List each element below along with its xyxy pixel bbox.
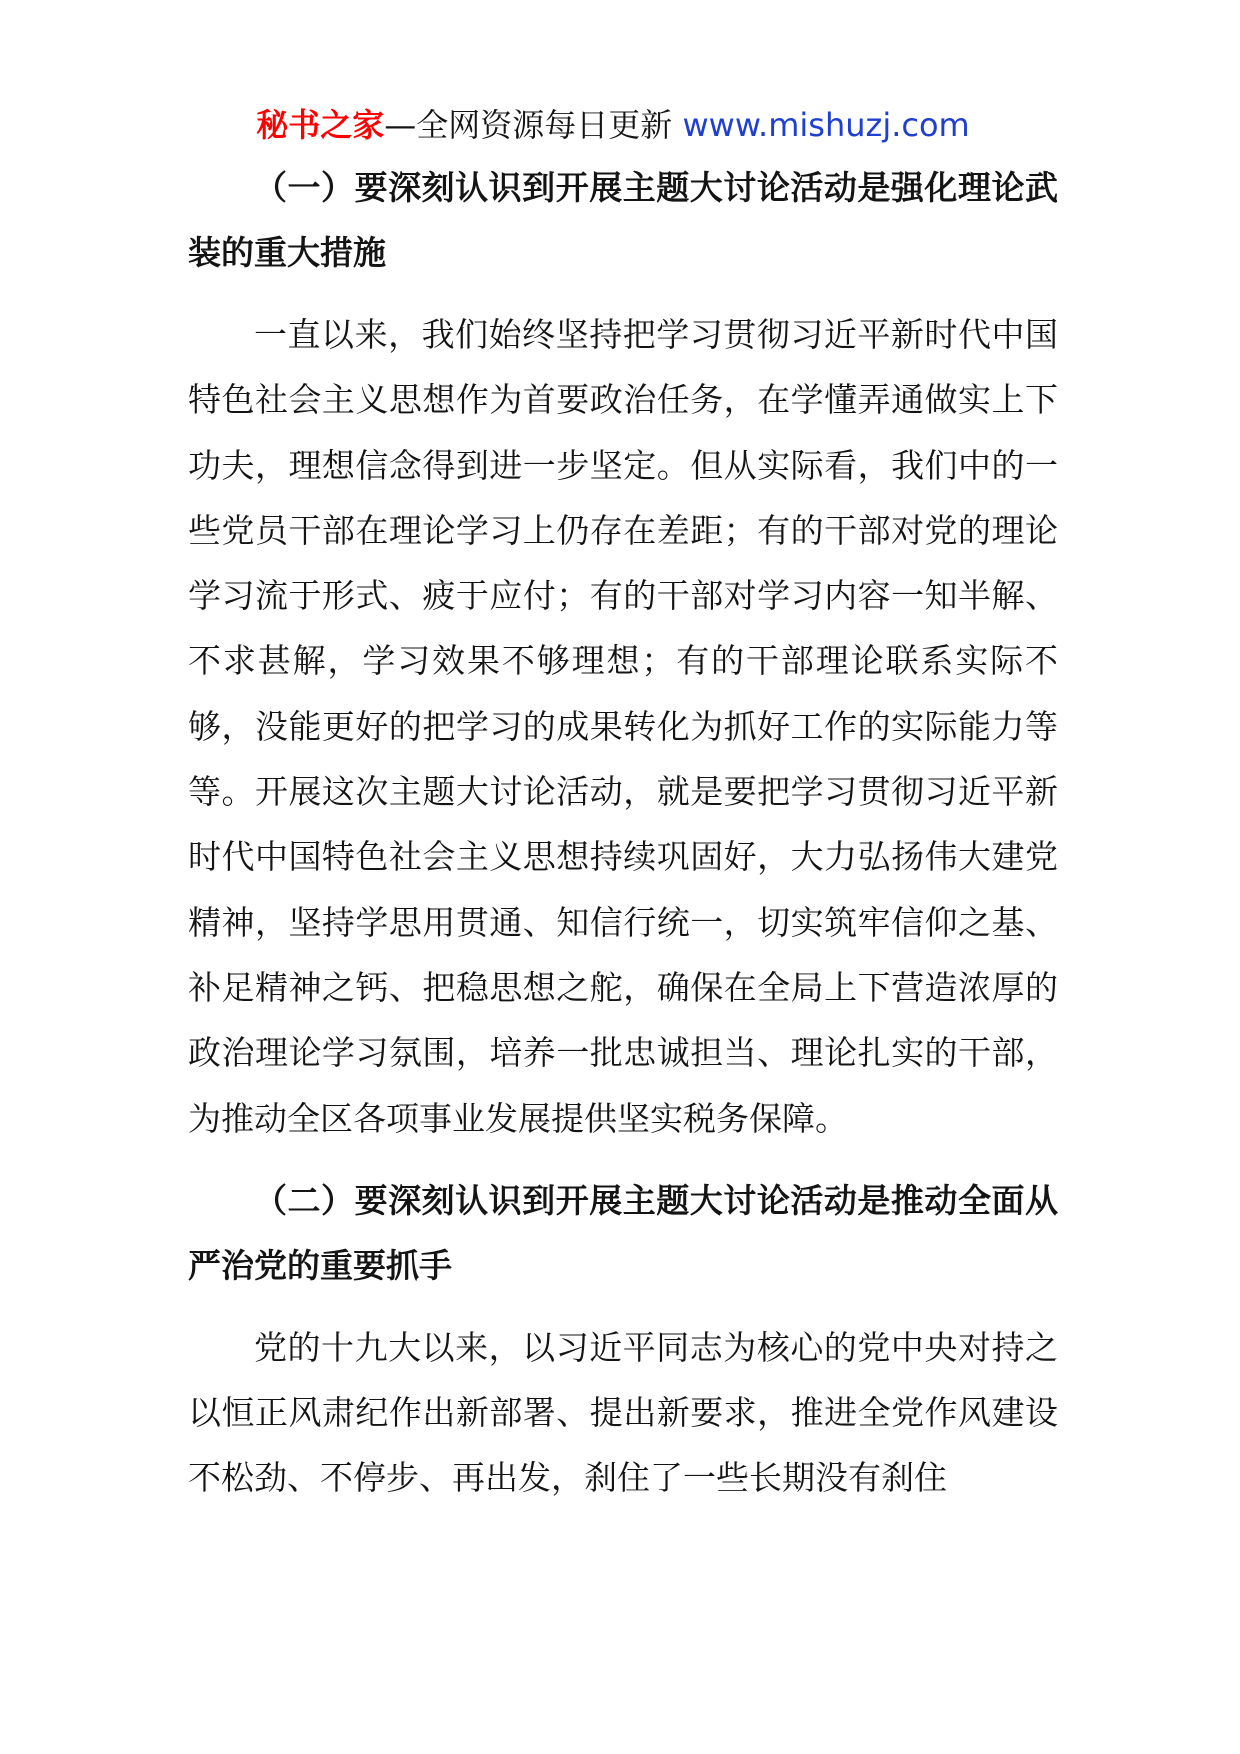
header-slogan: —全网资源每日更新 [384,106,683,144]
section-heading-1: （一）要深刻认识到开展主题大讨论活动是强化理论武装的重大措施 [188,168,1058,272]
section-paragraph-2: 党的十九大以来，以习近平同志为核心的党中央对持之以恒正风肃纪作出新部署、提出新要求，推进全党作风建设不松劲、不停步、再出发，刹住了一些长期没有刹住 [188,1327,1058,1498]
document-page [188,95,1058,1511]
site-url-link[interactable]: www.mishuzj.com [682,106,970,144]
section-paragraph-1: 一直以来，我们始终坚持把学习贯彻习近平新时代中国特色社会主义思想作为首要政治任务，在学懂弄通做实上下功夫，理想信念得到进一步坚定。但从实际看，我们中的一些党员干部在理论学习上仍存在差距；有的干部对党的理论学习流于形式、疲于应付；有的干部对学习内容一知半解、不求甚解，学习效果不够理想；有的干部理论联系实际不够，没能更好的把学习的成果转化为抓好工作的实际能力等等。开展这次主题大讨论活动，就是要把学习贯彻习近平新时代中国特色社会主义思想持续巩固好，大力弘扬伟大建党精神，坚持学思用贯通、知信行统一，切实筑牢信仰之基、补足精神之钙、把稳思想之舵，确保在全局上下营造浓厚的政治理论学习氛围，培养一批忠诚担当、理论扎实的干部，为推动全区各项事业发展提供坚实税务保障。 [188,315,1058,1138]
section-heading-2: （二）要深刻认识到开展主题大讨论活动是推动全面从严治党的重要抓手 [188,1180,1058,1285]
brand-name: 秘书之家 [256,106,385,144]
site-header [168,95,1058,155]
